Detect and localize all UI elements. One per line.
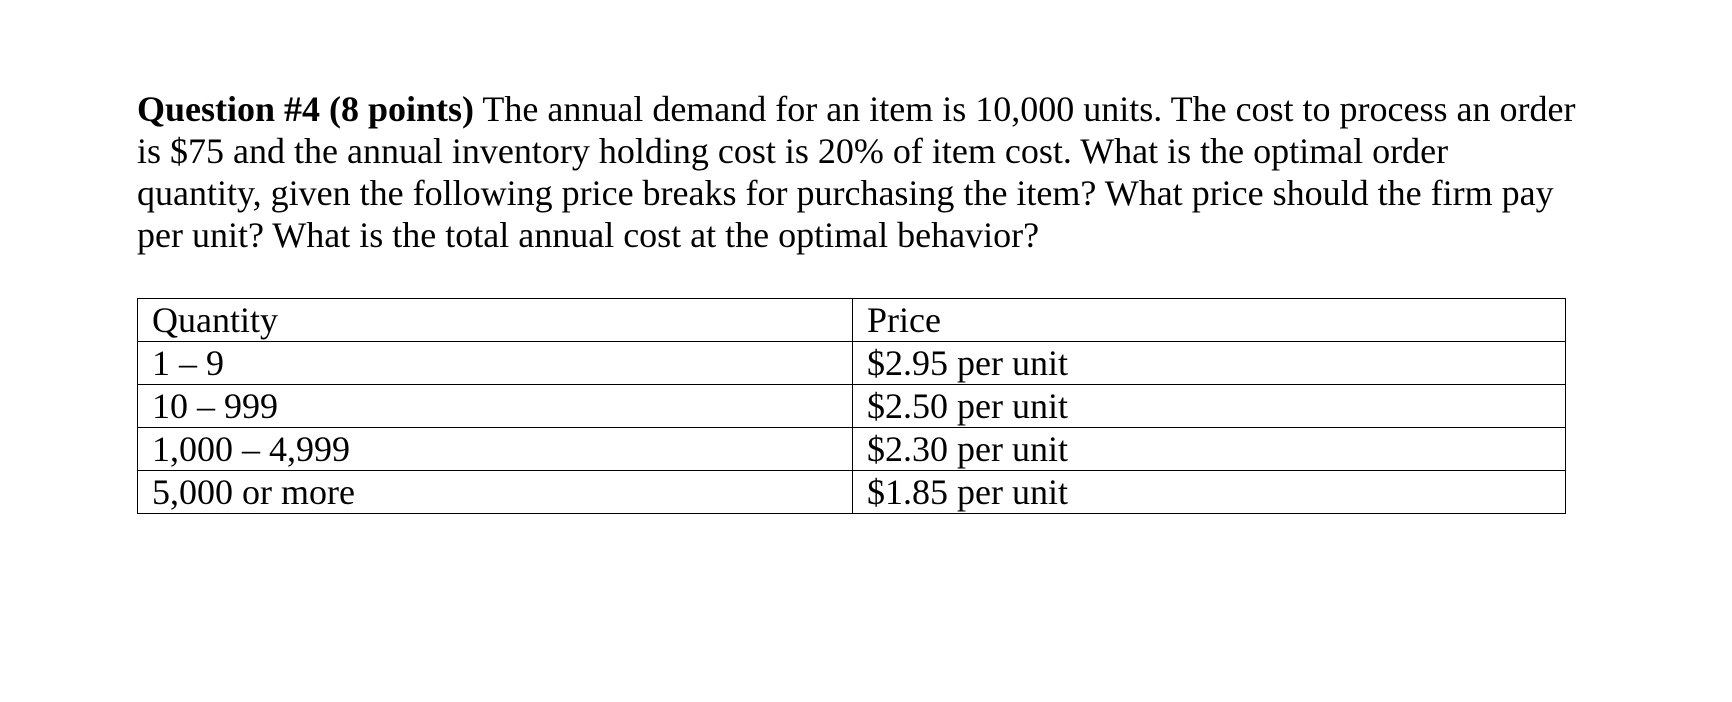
cell-price: $1.85 per unit — [853, 471, 1566, 514]
cell-quantity: 1,000 – 4,999 — [138, 428, 853, 471]
table-row — [138, 471, 1566, 514]
table-row — [138, 428, 1566, 471]
cell-price: $2.50 per unit — [853, 385, 1566, 428]
table-row — [138, 385, 1566, 428]
price-break-table — [137, 298, 1566, 514]
question-text — [137, 88, 1577, 256]
cell-quantity: 5,000 or more — [138, 471, 853, 514]
table-header-row — [138, 299, 1566, 342]
cell-quantity: 1 – 9 — [138, 342, 853, 385]
header-quantity: Quantity — [138, 299, 853, 342]
question-label: Question #4 (8 points) — [137, 89, 475, 129]
cell-quantity: 10 – 999 — [138, 385, 853, 428]
question-body: The annual demand for an item is 10,000 units. The cost to process an order is $75 and the annual inventory holding cost is 20% of item cost. What is the optimal order quantity, given the following price breaks for purchasing the item? What price should the firm pay per unit? What is the total annual cost at the optimal behavior? — [137, 89, 1576, 255]
table-row — [138, 342, 1566, 385]
cell-price: $2.95 per unit — [853, 342, 1566, 385]
header-price: Price — [853, 299, 1566, 342]
cell-price: $2.30 per unit — [853, 428, 1566, 471]
